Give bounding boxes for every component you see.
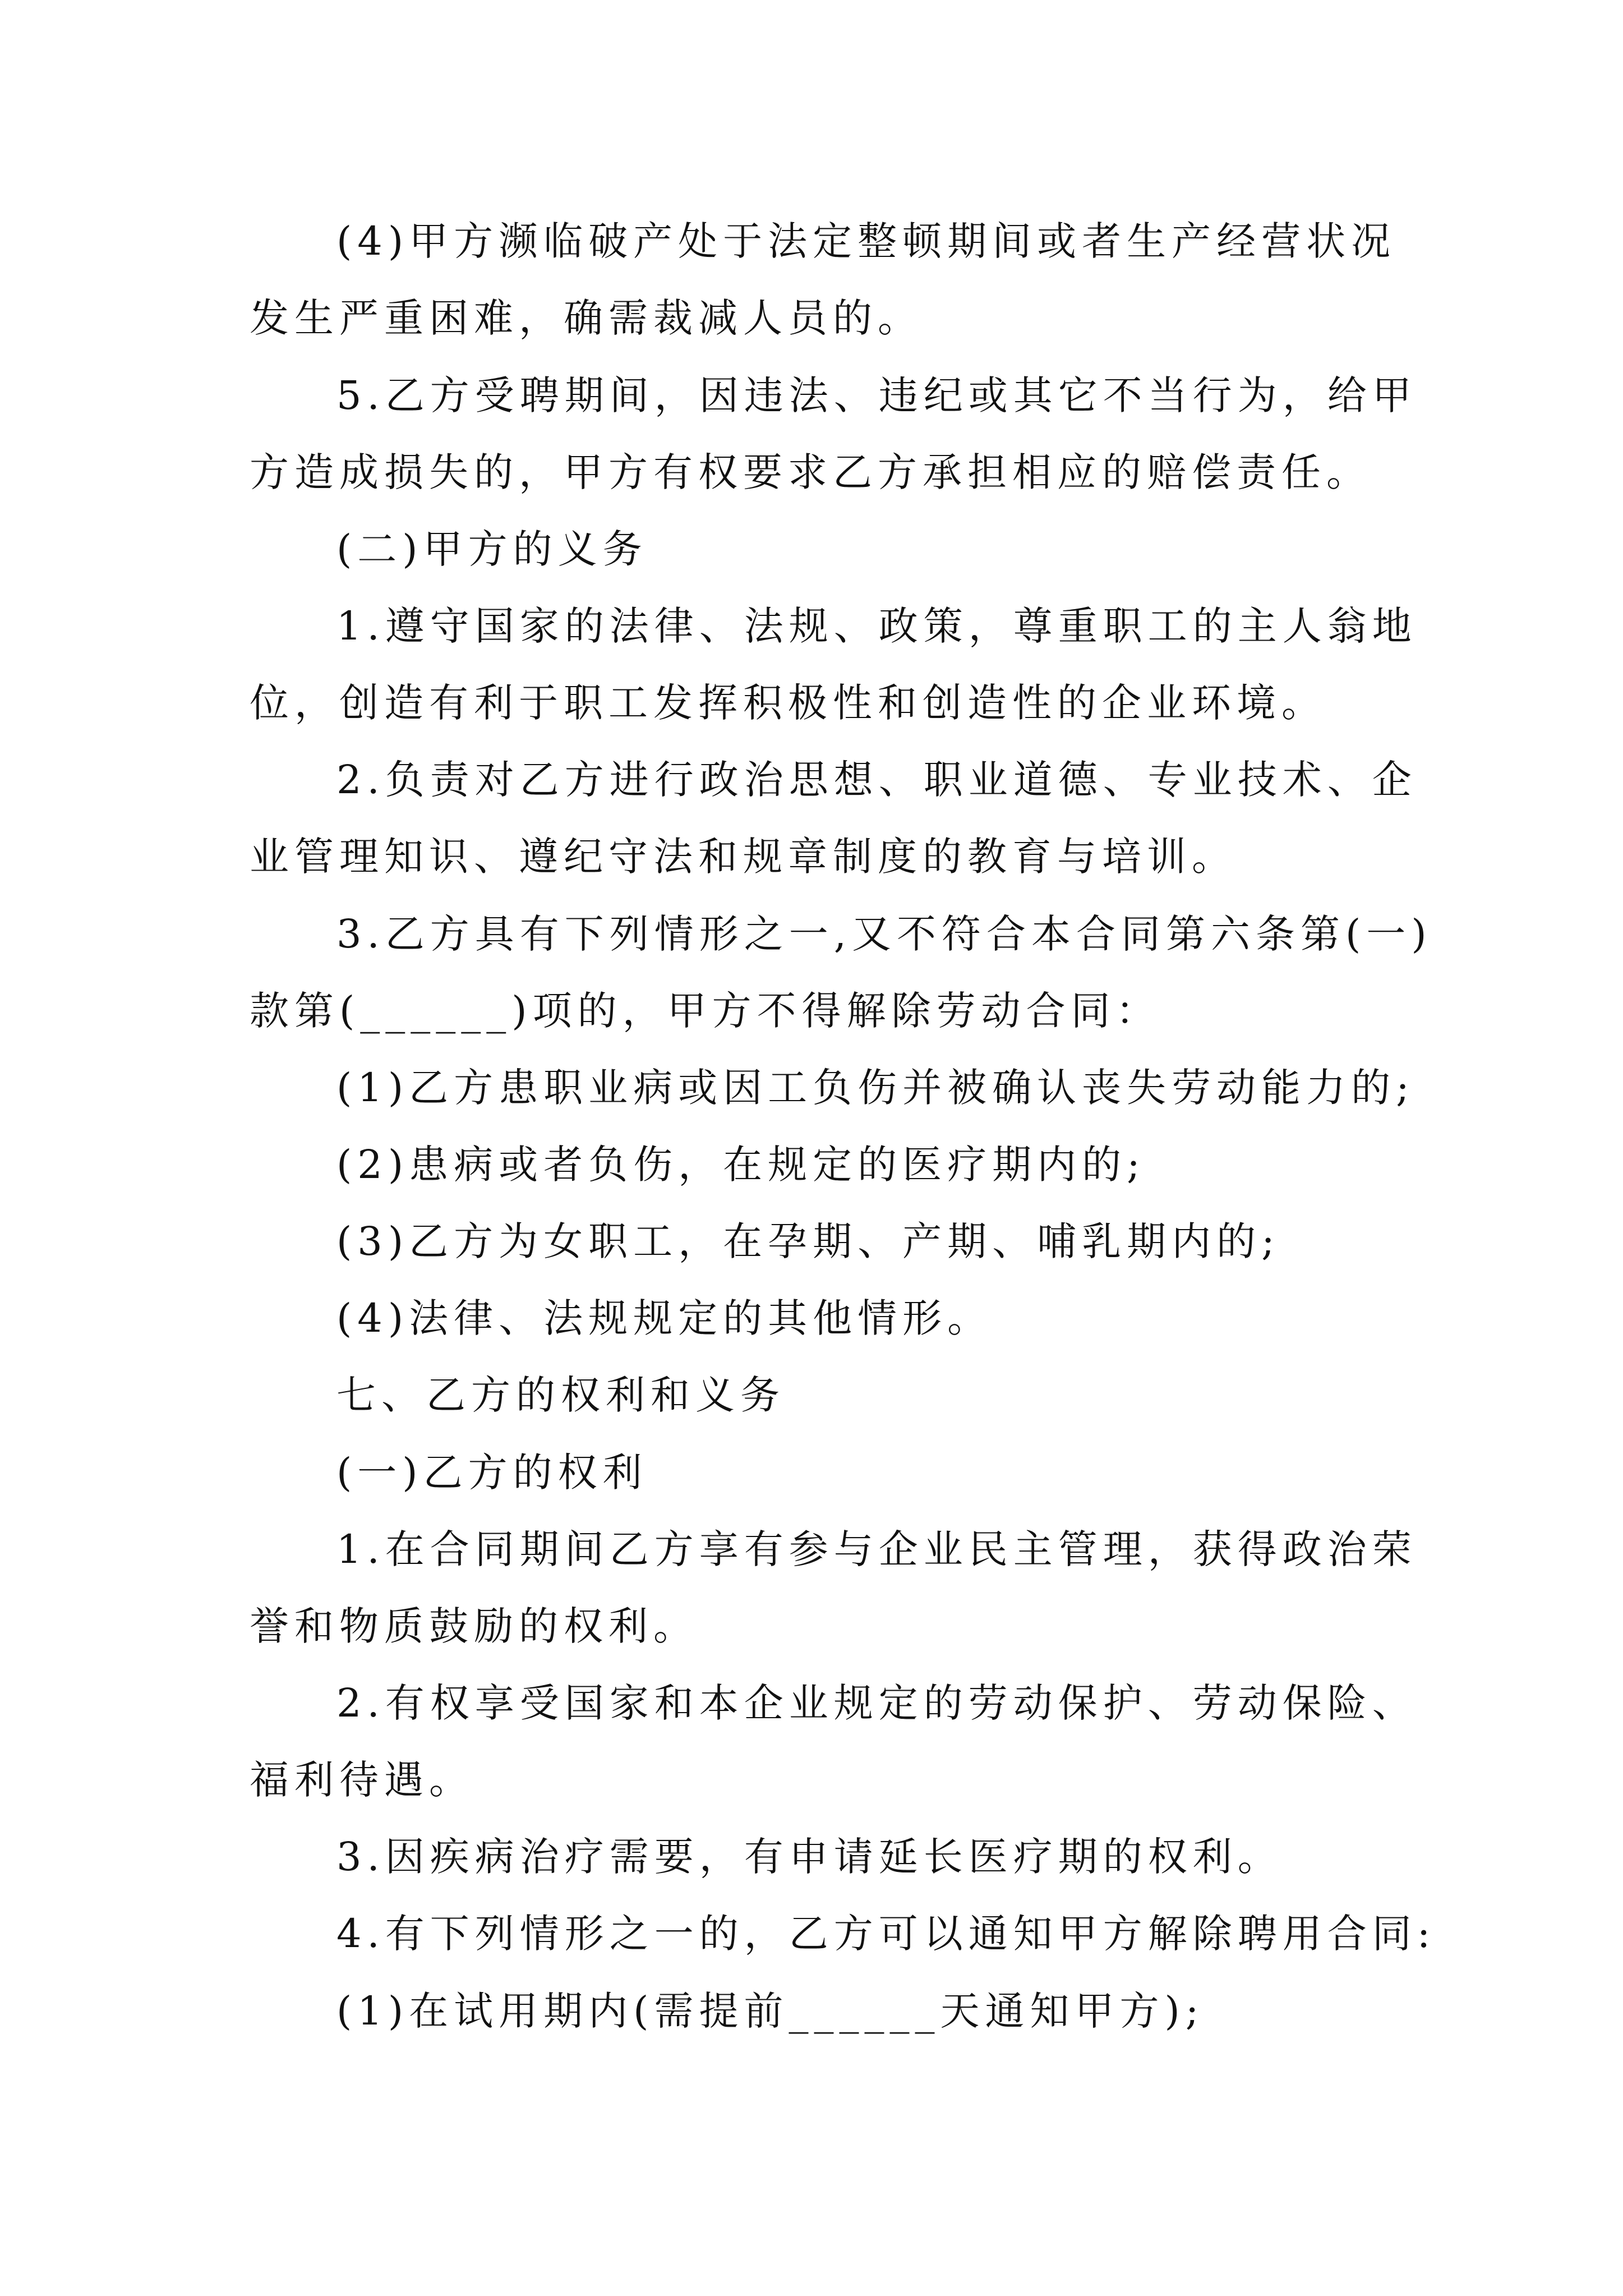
- paragraph-line: 发生严重困难，确需裁减人员的。: [250, 295, 923, 341]
- paragraph-line: 2.有权享受国家和本企业规定的劳动保护、劳动保险、: [336, 1680, 1417, 1726]
- list-item: (4)法律、法规规定的其他情形。: [336, 1295, 993, 1341]
- section-heading: 七、乙方的权利和义务: [336, 1372, 785, 1418]
- paragraph-line: 4.有下列情形之一的，乙方可以通知甲方解除聘用合同:: [336, 1911, 1436, 1957]
- paragraph-line: 誉和物质鼓励的权利。: [250, 1603, 698, 1649]
- paragraph-line: 1.遵守国家的法律、法规、政策，尊重职工的主人翁地: [336, 603, 1417, 649]
- list-item: (3)乙方为女职工，在孕期、产期、哺乳期内的;: [336, 1218, 1280, 1264]
- paragraph-line: 1.在合同期间乙方享有参与企业民主管理，获得政治荣: [336, 1526, 1417, 1572]
- list-item: (1)在试用期内(需提前______天通知甲方);: [336, 1988, 1205, 2034]
- list-item: (1)乙方患职业病或因工负伤并被确认丧失劳动能力的;: [336, 1065, 1415, 1111]
- paragraph-line: 3.乙方具有下列情形之一,又不符合本合同第六条第(一): [336, 911, 1432, 957]
- paragraph-line: 3.因疾病治疗需要，有申请延长医疗期的权利。: [336, 1834, 1283, 1880]
- list-item: (2)患病或者负伤，在规定的医疗期内的;: [336, 1142, 1146, 1188]
- paragraph-line: 业管理知识、遵纪守法和规章制度的教育与培训。: [250, 834, 1237, 880]
- paragraph-line: 5.乙方受聘期间，因违法、违纪或其它不当行为，给甲: [336, 372, 1417, 418]
- section-heading: (一)乙方的权利: [336, 1450, 648, 1496]
- paragraph-line: 款第(______)项的，甲方不得解除劳动合同：: [250, 988, 1161, 1034]
- paragraph-line: 2.负责对乙方进行政治思想、职业道德、专业技术、企: [336, 757, 1417, 803]
- paragraph-line: 福利待遇。: [250, 1757, 474, 1803]
- paragraph-line: (4)甲方濒临破产处于法定整顿期间或者生产经营状况: [336, 218, 1396, 264]
- paragraph-line: 方造成损失的，甲方有权要求乙方承担相应的赔偿责任。: [250, 449, 1371, 495]
- paragraph-line: 位，创造有利于职工发挥积极性和创造性的企业环境。: [250, 680, 1326, 726]
- section-heading: (二)甲方的义务: [336, 526, 648, 572]
